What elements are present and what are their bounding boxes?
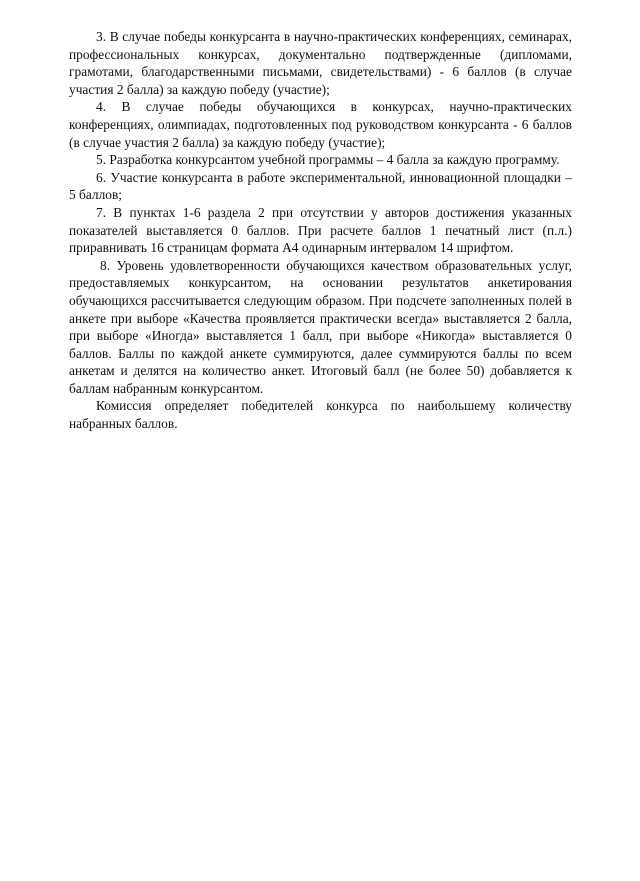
paragraph-item-4: 4. В случае победы обучающихся в конкурсах, научно-практических конференциях, олимпиадах, подготовленных под руководством конкурсанта - 6 баллов (в случае участия 2 балла) за каждую победу (участие); — [69, 99, 572, 150]
paragraph-item-7: 7. В пунктах 1-6 раздела 2 при отсутствии у авторов достижения указанных показателей выставляется 0 баллов. При расчете баллов 1 печатный лист (п.л.) приравнивать 16 страницам формата А4 одинарным интервалом 14 шрифтом. — [69, 204, 572, 256]
paragraph-item-6: 6. Участие конкурсанта в работе экспериментальной, инновационной площадки – 5 баллов; — [69, 169, 572, 203]
document-body — [69, 28, 572, 433]
paragraph-item-8: 8. Уровень удовлетворенности обучающихся качеством образовательных услуг, предоставляемых конкурсантом, на основании результатов анкетирования обучающихся рассчитывается следующим образом. При подсчете заполненных полей в анкете при выборе «Качества проявляется практически всегда» выставляется 2 балла, при выборе «Иногда» выставляется 1 балл, при выборе «Никогда» выставляется 0 баллов. Баллы по каждой анкете суммируются, далее суммируются баллы по всем анкетам и делятся на количество анкет. Итоговый балл (не более 50) добавляется к баллам набранным конкурсантом. — [69, 257, 572, 396]
paragraph-item-3: 3. В случае победы конкурсанта в научно-практических конференциях, семинарах, профессиональных конкурсах, документально подтвержденные (дипломами, грамотами, благодарственными письмами, свидетельствами) - 6 баллов (в случае участия 2 балла) за каждую победу (участие); — [69, 29, 572, 97]
paragraph-item-5: 5. Разработка конкурсантом учебной программы – 4 балла за каждую программу. — [96, 152, 560, 168]
paragraph-commission: Комиссия определяет победителей конкурса по наибольшему количеству набранных баллов. — [69, 398, 572, 432]
